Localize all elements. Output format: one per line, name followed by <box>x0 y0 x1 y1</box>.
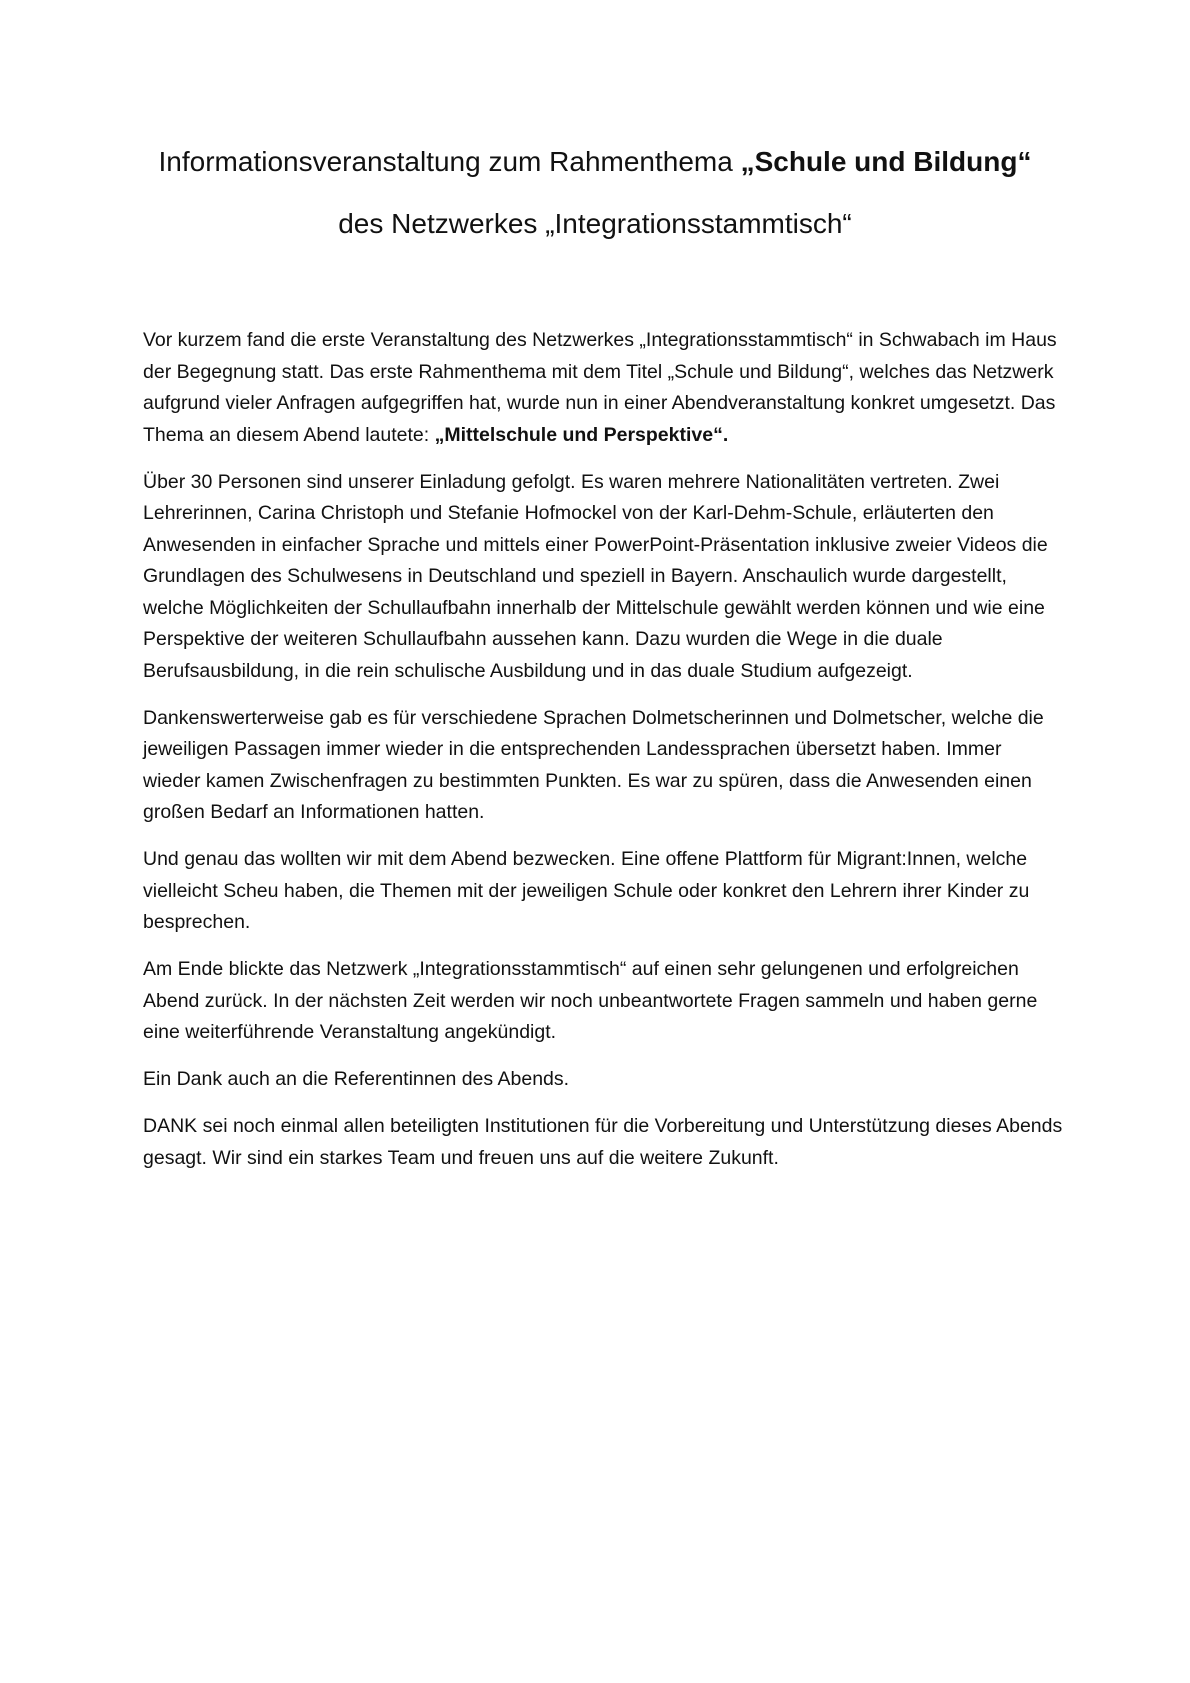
title-line-1-bold: „Schule und Bildung“ <box>740 146 1032 177</box>
title-line-1-text: Informationsveranstaltung zum Rahmenthema <box>158 146 741 177</box>
paragraph: Und genau das wollten wir mit dem Abend bezwecken. Eine offene Plattform für Migrant:Innen, welche vielleicht Scheu haben, die Themen mit der jeweiligen Schule oder konkret den Lehrern ihrer Kinder zu besprechen. <box>143 848 1030 933</box>
paragraph: DANK sei noch einmal allen beteiligten Institutionen für die Vorbereitung und Unterstützung dieses Abends gesagt. Wir sind ein starkes Team und freuen uns auf die weitere Zukunft. <box>143 1115 1063 1169</box>
paragraph <box>143 325 1063 451</box>
paragraph: Ein Dank auch an die Referentinnen des Abends. <box>143 1068 570 1090</box>
document-title <box>100 140 1090 246</box>
paragraph: Dankenswerterweise gab es für verschiedene Sprachen Dolmetscherinnen und Dolmetscher, welche die jeweiligen Passagen immer wieder in die entsprechenden Landessprachen übersetzt haben. Immer wieder kamen Zwischenfragen zu bestimmten Punkten. Es war zu spüren, dass die Anwesenden einen großen Bedarf an Informationen hatten. <box>143 706 1044 823</box>
paragraph: Über 30 Personen sind unserer Einladung gefolgt. Es waren mehrere Nationalitäten vertreten. Zwei Lehrerinnen, Carina Christoph und Stefanie Hofmockel von der Karl-Dehm-Schule, erläuterten den Anwesenden in einfacher Sprache und mittels einer PowerPoint-Präsentation inklusive zweier Videos die Grundlagen des Schulwesens in Deutschland und speziell in Bayern. Anschaulich wurde dargestellt, welche Möglichkeiten der Schullaufbahn innerhalb der Mittelschule gewählt werden können und wie eine Perspektive der weiteren Schullaufbahn aussehen kann. Dazu wurden die Wege in die duale Berufsausbildung, in die rein schulische Ausbildung und in das duale Studium aufgezeigt. <box>143 470 1048 682</box>
paragraph-text: Vor kurzem fand die erste Veranstaltung des Netzwerkes „Integrationsstammtisch“ in Schwabach im Haus der Begegnung statt. Das erste Rahmenthema mit dem Titel „Schule und Bildung“, welches das Netzwerk aufgrund vieler Anfragen aufgegriffen hat, wurde nun in einer Abendveranstaltung konkret umgesetzt. Das Thema an diesem Abend lautete: <box>143 329 1057 446</box>
paragraph-bold-text: „Mittelschule und Perspektive“. <box>434 423 729 446</box>
title-line-1 <box>100 140 1090 184</box>
document-body <box>143 325 1063 1190</box>
title-line-2: des Netzwerkes „Integrationsstammtisch“ <box>338 208 852 239</box>
paragraph: Am Ende blickte das Netzwerk „Integrationsstammtisch“ auf einen sehr gelungenen und erfolgreichen Abend zurück. In der nächsten Zeit werden wir noch unbeantwortete Fragen sammeln und haben gerne eine weiterführende Veranstaltung angekündigt. <box>143 958 1038 1043</box>
